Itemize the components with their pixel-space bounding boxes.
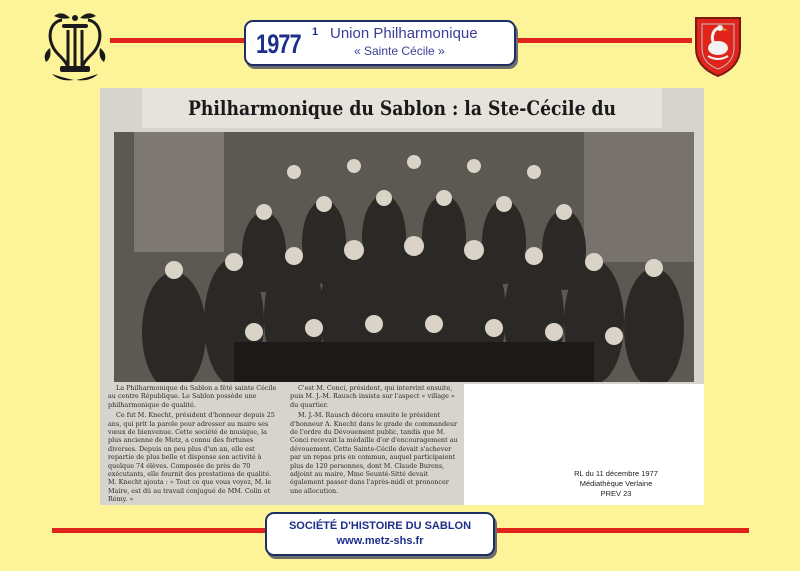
article-text [108,384,468,502]
article-paragraph: Ce fut M. Knecht, président d'honneur depuis 25 ans, qui prit la parole pour adresser au maire ses vœux de bienvenue. Cette société de musique, la plus ancienne de Metz, a connu des fortunes diverses. Depuis un peu plus d'un an, elle est repartie de plus belle et dispense son activité à quelque 74 élèves. Composée de près de 70 exécutants, elle fournit des prestations de qualité. M. Knecht ajouta : « Tout ce que vous voyez, M. le Maire, est dû au travail conjugué de MM. Colin et Rémy. » [108,411,275,504]
page-subtitle: « Sainte Cécile » [354,44,445,58]
source-caption [536,469,696,499]
newspaper-clipping [100,88,704,505]
article-paragraph: M. J.-M. Rausch décora ensuite le président d'honneur A. Knecht dans le grade de commandeur de l'ordre du Dévouement public, tandis que M. Conci recevait la médaille d'or d'encouragement au dévouement. Cette Sainte-Cécile devait s'achever par un repas pris en commun, auquel participaient plus de 120 personnes, dont M. Claude Burens, adjoint au maire, Mme Seunté-Sitté devait également passer dans l'après-midi et prononcer une allocution. [290,411,458,495]
source-caption-box [464,384,704,505]
society-name: SOCIÉTÉ D'HISTOIRE DU SABLON [288,520,472,532]
article-paragraph: C'est M. Conci, président, qui intervint ensuite, puis M. J.-M. Rausch insista sur l'aspect « village » du quartier. [290,384,455,409]
source-caption-library: Médiathèque Verlaine [579,479,653,488]
clipping-headline: Philharmonique du Sablon : la Ste-Cécile du [142,88,661,128]
header-rule-right [512,38,692,43]
footer-rule-right [491,528,749,533]
website-link[interactable]: www.metz-shs.fr [336,535,424,547]
article-column-1 [108,384,278,506]
coat-of-arms-icon [692,14,744,78]
group-photo [114,132,694,382]
page-title: Union Philharmonique [330,25,478,42]
year-footnote: 1 [312,26,319,38]
source-caption-reference: PREV 23 [600,489,632,498]
footer-box [265,512,495,556]
article-column-2 [290,384,460,497]
header-title-box [244,20,516,66]
article-paragraph: La Philharmonique du Sablon a fêté sainte Cécile au centre République. Le Sablon possède une philharmonique de qualité. [108,384,277,409]
lyre-logo-icon [40,8,110,84]
header-rule-left [110,38,246,43]
source-caption-date: RL du 11 décembre 1977 [574,469,658,478]
footer-rule-left [52,528,266,533]
year: 1977 [256,29,301,59]
